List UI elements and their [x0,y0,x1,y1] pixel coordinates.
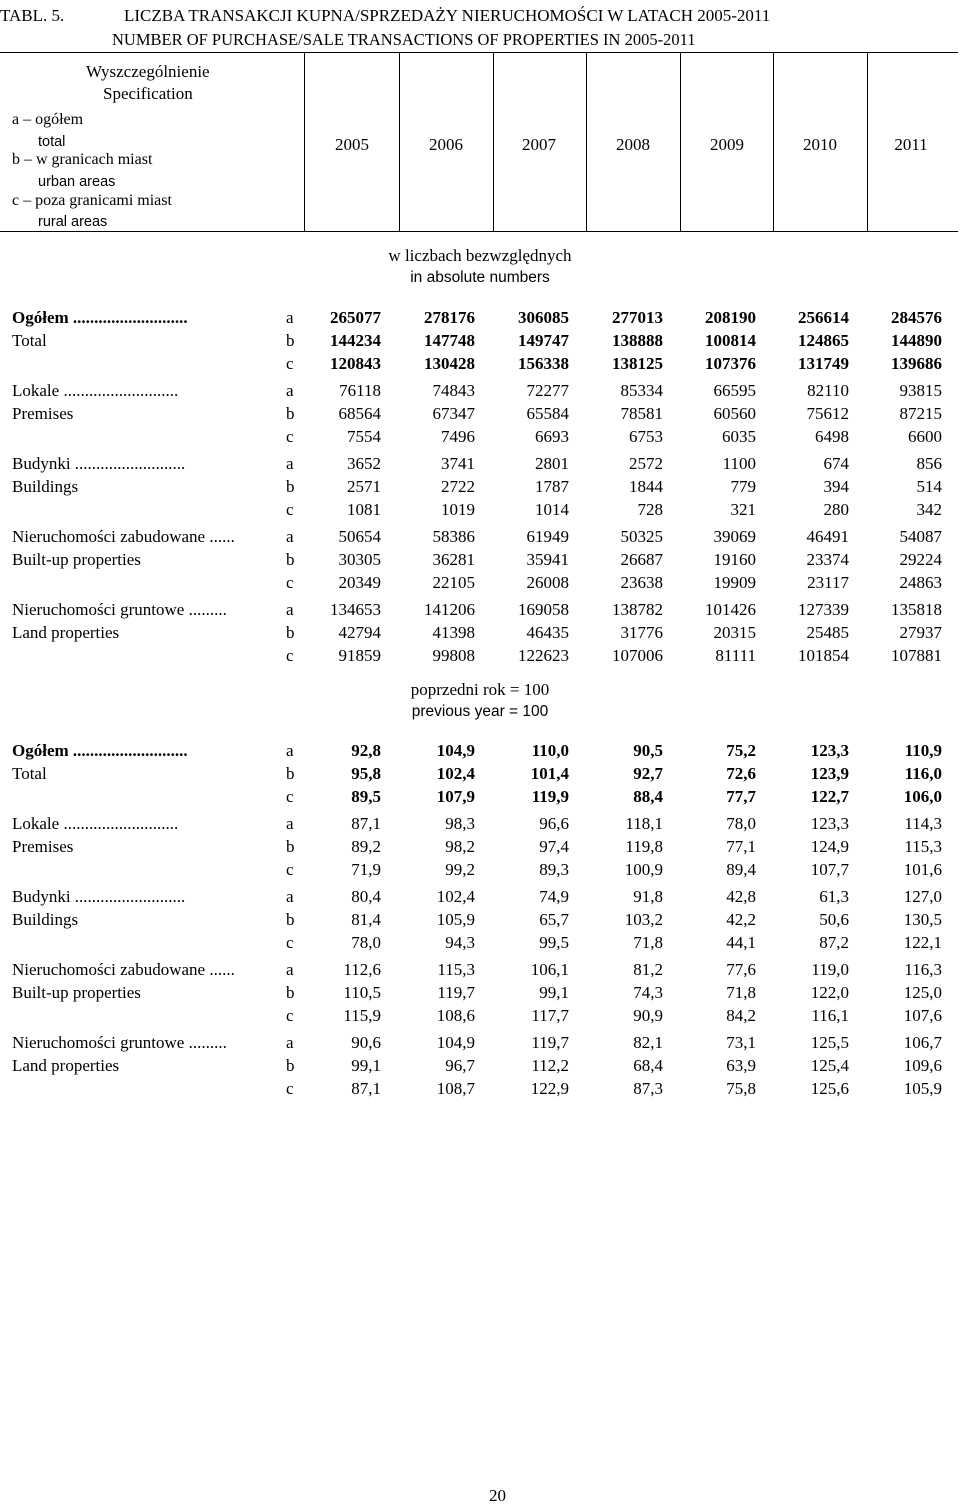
table-cell: 105,9 [436,910,475,929]
table-cell: 72,6 [726,764,756,783]
row-letter: c [286,500,294,519]
table-cell: 19160 [713,550,756,569]
table-cell: 91,8 [633,887,663,906]
table-cell: 1844 [629,477,663,496]
table-cell: 119,7 [437,983,475,1002]
row-letter: a [286,381,294,400]
table-cell: 71,8 [633,933,663,952]
table-cell: 122623 [518,646,569,665]
table-cell: 130428 [424,354,475,373]
row-letter: b [286,550,295,569]
table-cell: 342 [916,500,942,519]
table-cell: 90,6 [351,1033,381,1052]
table-cell: 102,4 [436,764,475,783]
table-cell: 284576 [891,308,942,327]
table-cell: 110,9 [904,741,942,760]
table-cell: 108,7 [436,1079,475,1098]
table-cell: 85334 [620,381,663,400]
table-cell: 90,5 [633,741,663,760]
table-cell: 109,6 [903,1056,942,1075]
table-cell: 1787 [535,477,569,496]
stub-b-en: urban areas [38,174,116,190]
table-cell: 147748 [424,331,475,350]
table-cell: 105,9 [903,1079,942,1098]
table-cell: 6035 [722,427,756,446]
table-cell: 42,8 [726,887,756,906]
row-label-pl: Nieruchomości gruntowe ......... [12,1033,227,1052]
table-cell: 1019 [441,500,475,519]
table-cell: 100,9 [624,860,663,879]
row-letter: b [286,910,295,929]
table-cell: 81,2 [633,960,663,979]
table-cell: 101854 [798,646,849,665]
table-cell: 7496 [441,427,475,446]
table-cell: 103,2 [624,910,663,929]
table-cell: 107006 [612,646,663,665]
row-label-en: Land properties [12,623,120,642]
row-letter: a [286,960,294,979]
year-header: 2009 [710,135,744,154]
stub-b-pl: b – w granicach miast [12,151,153,168]
header-bottom-rule [0,231,958,232]
header-top-rule [0,52,958,53]
table-cell: 131749 [798,354,849,373]
table-cell: 68,4 [633,1056,663,1075]
table-title-pl: LICZBA TRANSAKCJI KUPNA/SPRZEDAŻY NIERUCHOMOŚCI W LATACH 2005-2011 [124,6,771,25]
table-cell: 115,3 [904,837,942,856]
table-cell: 89,2 [351,837,381,856]
table-cell: 87215 [899,404,942,423]
table-cell: 107881 [891,646,942,665]
year-header: 2007 [522,135,556,154]
row-letter: c [286,787,294,806]
table-cell: 394 [823,477,849,496]
row-letter: c [286,933,294,952]
row-letter: c [286,860,294,879]
table-cell: 277013 [612,308,663,327]
table-cell: 54087 [899,527,942,546]
row-label-en: Buildings [12,910,79,929]
table-cell: 130,5 [903,910,942,929]
table-cell: 20349 [338,573,381,592]
stub-c-en: rural areas [38,214,108,230]
table-cell: 116,1 [811,1006,849,1025]
table-cell: 112,6 [343,960,381,979]
table-cell: 26008 [526,573,569,592]
table-cell: 106,7 [903,1033,942,1052]
row-label-pl: Lokale ........................... [12,381,179,400]
table-cell: 87,3 [633,1079,663,1098]
table-cell: 75612 [806,404,849,423]
table-cell: 169058 [518,600,569,619]
table-cell: 50654 [338,527,381,546]
stub-heading-pl: Wyszczególnienie [86,62,210,81]
table-cell: 149747 [518,331,569,350]
table-cell: 104,9 [436,741,475,760]
table-cell: 6600 [908,427,942,446]
table-cell: 87,1 [351,1079,381,1098]
table-cell: 65584 [526,404,569,423]
row-letter: a [286,600,294,619]
table-cell: 108,6 [436,1006,475,1025]
table-cell: 117,7 [531,1006,569,1025]
row-letter: c [286,1079,294,1098]
table-cell: 278176 [424,308,475,327]
table-cell: 116,0 [904,764,942,783]
table-cell: 19909 [713,573,756,592]
row-label-pl: Lokale ........................... [12,814,179,833]
table-cell: 779 [730,477,756,496]
table-cell: 81111 [715,646,756,665]
table-cell: 99,1 [351,1056,381,1075]
table-cell: 25485 [806,623,849,642]
table-cell: 80,4 [351,887,381,906]
row-letter: a [286,527,294,546]
row-letter: b [286,983,295,1002]
table-cell: 1081 [347,500,381,519]
table-cell: 74,3 [633,983,663,1002]
year-header: 2005 [335,135,369,154]
row-letter: c [286,1006,294,1025]
table-cell: 674 [823,454,849,473]
table-cell: 125,0 [903,983,942,1002]
table-cell: 78,0 [726,814,756,833]
table-cell: 144234 [330,331,381,350]
table-cell: 96,6 [539,814,569,833]
section-index-label-en: previous year = 100 [411,703,549,720]
table-cell: 97,4 [539,837,569,856]
table-cell: 101,4 [530,764,569,783]
stub-c-pl: c – poza granicami miast [12,192,172,209]
table-cell: 6498 [815,427,849,446]
section-absolute-label-en: in absolute numbers [410,269,550,286]
table-cell: 125,6 [810,1079,849,1098]
table-cell: 265077 [330,308,381,327]
table-cell: 135818 [891,600,942,619]
year-header: 2008 [616,135,650,154]
stub-a-pl: a – ogółem [12,111,84,128]
table-cell: 22105 [432,573,475,592]
row-label-en: Premises [12,404,74,423]
row-label-en: Buildings [12,477,79,496]
table-cell: 87,2 [819,933,849,952]
table-cell: 88,4 [633,787,663,806]
table-cell: 74,9 [539,887,569,906]
table-cell: 208190 [705,308,756,327]
table-cell: 144890 [891,331,942,350]
table-cell: 134653 [330,600,381,619]
table-cell: 44,1 [726,933,756,952]
table-cell: 72277 [526,381,569,400]
table-cell: 7554 [347,427,381,446]
table-cell: 77,6 [726,960,756,979]
table-cell: 81,4 [351,910,381,929]
table-title-en: NUMBER OF PURCHASE/SALE TRANSACTIONS OF PROPERTIES IN 2005-2011 [112,30,696,49]
table-cell: 75,2 [726,741,756,760]
table-cell: 110,0 [531,741,569,760]
table-cell: 36281 [432,550,475,569]
table-cell: 91859 [338,646,381,665]
table-cell: 123,9 [810,764,849,783]
table-cell: 61949 [526,527,569,546]
table-cell: 119,9 [531,787,569,806]
table-cell: 123,3 [810,741,849,760]
row-letter: a [286,741,294,760]
table-cell: 122,9 [530,1079,569,1098]
table-cell: 514 [916,477,942,496]
table-cell: 77,7 [726,787,756,806]
table-cell: 90,9 [633,1006,663,1025]
table-cell: 1100 [722,454,756,473]
table-cell: 99808 [432,646,475,665]
table-cell: 82,1 [633,1033,663,1052]
table-cell: 96,7 [445,1056,475,1075]
table-cell: 115,3 [437,960,475,979]
table-cell: 31776 [620,623,663,642]
table-cell: 42,2 [726,910,756,929]
table-cell: 3741 [441,454,475,473]
row-letter: c [286,427,294,446]
row-letter: b [286,477,295,496]
table-cell: 24863 [899,573,942,592]
year-header: 2006 [429,135,463,154]
table-cell: 3652 [347,454,381,473]
table-cell: 2571 [347,477,381,496]
table-cell: 67347 [432,404,475,423]
table-cell: 75,8 [726,1079,756,1098]
table-cell: 61,3 [819,887,849,906]
table-cell: 74843 [432,381,475,400]
row-letter: b [286,623,295,642]
table-cell: 116,3 [904,960,942,979]
table-cell: 29224 [899,550,942,569]
table-cell: 106,1 [530,960,569,979]
table-cell: 122,0 [810,983,849,1002]
table-cell: 99,5 [539,933,569,952]
year-header: 2011 [894,135,928,154]
row-letter: b [286,837,295,856]
row-label-en: Total [12,764,47,783]
table-cell: 112,2 [531,1056,569,1075]
table-cell: 119,0 [811,960,849,979]
table-cell: 87,1 [351,814,381,833]
table-cell: 93815 [899,381,942,400]
table-cell: 122,7 [810,787,849,806]
table-cell: 124,9 [810,837,849,856]
table-cell: 119,7 [531,1033,569,1052]
table-cell: 2722 [441,477,475,496]
page-number: 20 [489,1486,506,1505]
table-cell: 98,2 [445,837,475,856]
table-cell: 92,7 [633,764,663,783]
table-cell: 23374 [806,550,849,569]
table-cell: 89,5 [351,787,381,806]
table-cell: 6753 [629,427,663,446]
table-cell: 58386 [432,527,475,546]
table-cell: 856 [916,454,942,473]
stub-heading-en: Specification [103,84,193,103]
table-cell: 71,8 [726,983,756,1002]
table-cell: 66595 [713,381,756,400]
table-cell: 156338 [518,354,569,373]
table-cell: 65,7 [539,910,569,929]
table-cell: 101426 [705,600,756,619]
row-label-pl: Ogółem ........................... [12,741,188,760]
table-cell: 76118 [339,381,381,400]
table-cell: 2572 [629,454,663,473]
table-cell: 118,1 [625,814,663,833]
table-cell: 78,0 [351,933,381,952]
table-cell: 138888 [612,331,663,350]
table-cell: 127339 [798,600,849,619]
table-cell: 77,1 [726,837,756,856]
row-label-pl: Nieruchomości zabudowane ...... [12,960,235,979]
section-absolute-label-pl: w liczbach bezwzględnych [388,246,572,265]
table-cell: 321 [730,500,756,519]
table-cell: 98,3 [445,814,475,833]
row-letter: a [286,1033,294,1052]
table-cell: 107376 [705,354,756,373]
table-cell: 104,9 [436,1033,475,1052]
table-cell: 101,6 [903,860,942,879]
row-letter: c [286,646,294,665]
table-cell: 99,2 [445,860,475,879]
row-label-en: Built-up properties [12,983,141,1002]
table-cell: 1014 [535,500,569,519]
table-cell: 100814 [705,331,756,350]
table-cell: 26687 [620,550,663,569]
table-cell: 92,8 [351,741,381,760]
table-cell: 30305 [338,550,381,569]
table-cell: 71,9 [351,860,381,879]
row-letter: b [286,331,295,350]
table-cell: 306085 [518,308,569,327]
row-label-en: Total [12,331,47,350]
table-cell: 84,2 [726,1006,756,1025]
table-cell: 141206 [424,600,475,619]
stub-a-en: total [38,134,66,150]
table-cell: 102,4 [436,887,475,906]
table-cell: 60560 [713,404,756,423]
row-label-pl: Nieruchomości gruntowe ......... [12,600,227,619]
table-cell: 138782 [612,600,663,619]
table-label: TABL. 5. [0,6,65,25]
table-cell: 95,8 [351,764,381,783]
table-cell: 41398 [432,623,475,642]
table-cell: 115,9 [343,1006,381,1025]
table-cell: 107,9 [436,787,475,806]
table-cell: 46435 [526,623,569,642]
table-cell: 106,0 [903,787,942,806]
table-cell: 94,3 [445,933,475,952]
row-letter: a [286,887,294,906]
table-cell: 124865 [798,331,849,350]
table-cell: 280 [823,500,849,519]
table-cell: 6693 [535,427,569,446]
row-label-en: Premises [12,837,74,856]
row-label-pl: Budynki .......................... [12,887,186,906]
row-letter: c [286,354,294,373]
row-letter: b [286,404,295,423]
table-cell: 50325 [620,527,663,546]
row-letter: a [286,814,294,833]
table-cell: 107,6 [903,1006,942,1025]
table-cell: 125,4 [810,1056,849,1075]
table-cell: 63,9 [726,1056,756,1075]
row-label-en: Land properties [12,1056,120,1075]
section-index-label-pl: poprzedni rok = 100 [410,680,550,699]
row-letter: c [286,573,294,592]
table-cell: 256614 [798,308,849,327]
row-letter: b [286,1056,295,1075]
table-cell: 114,3 [904,814,942,833]
table-cell: 46491 [806,527,849,546]
row-label-en: Built-up properties [12,550,141,569]
table-cell: 89,3 [539,860,569,879]
row-label-pl: Ogółem ........................... [12,308,188,327]
table-cell: 89,4 [726,860,756,879]
table-cell: 127,0 [903,887,942,906]
table-cell: 120843 [330,354,381,373]
row-letter: a [286,308,294,327]
table-cell: 68564 [338,404,381,423]
row-letter: b [286,764,295,783]
row-letter: a [286,454,294,473]
table-cell: 82110 [807,381,849,400]
table-cell: 42794 [338,623,381,642]
table-cell: 20315 [713,623,756,642]
table-cell: 50,6 [819,910,849,929]
table-cell: 728 [637,500,663,519]
table-cell: 39069 [713,527,756,546]
table-cell: 23638 [620,573,663,592]
table-cell: 35941 [526,550,569,569]
table-cell: 78581 [620,404,663,423]
table-cell: 107,7 [810,860,849,879]
year-header: 2010 [803,135,837,154]
table-cell: 119,8 [625,837,663,856]
table-cell: 99,1 [539,983,569,1002]
table-cell: 23117 [807,573,849,592]
table-cell: 138125 [612,354,663,373]
table-cell: 125,5 [810,1033,849,1052]
table-cell: 73,1 [726,1033,756,1052]
table-cell: 123,3 [810,814,849,833]
table-cell: 139686 [891,354,942,373]
row-label-pl: Budynki .......................... [12,454,186,473]
table-cell: 27937 [899,623,942,642]
table-cell: 110,5 [343,983,381,1002]
table-cell: 122,1 [903,933,942,952]
row-label-pl: Nieruchomości zabudowane ...... [12,527,235,546]
table-cell: 2801 [535,454,569,473]
